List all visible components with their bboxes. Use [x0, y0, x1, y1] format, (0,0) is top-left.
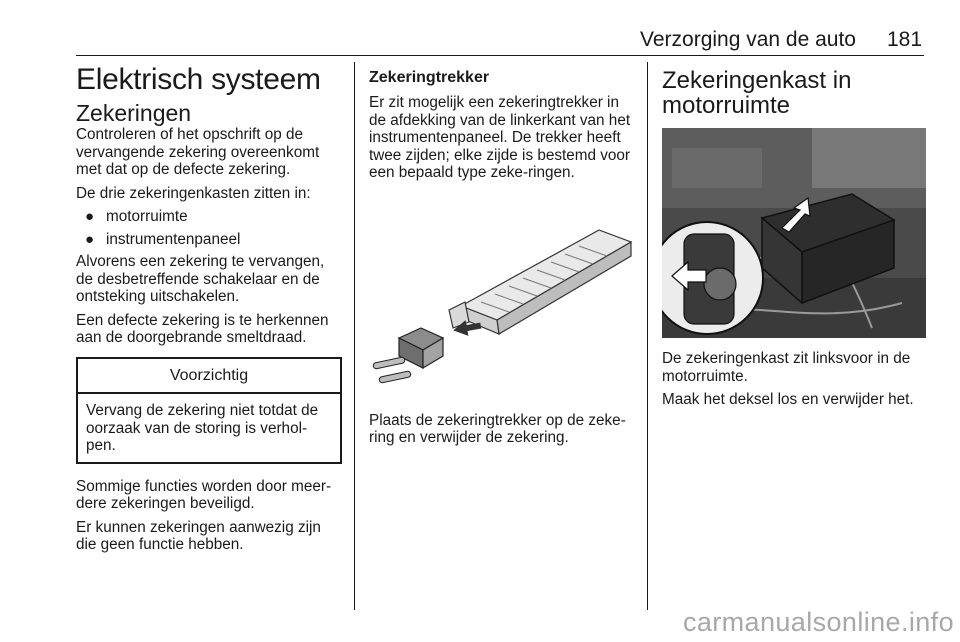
header-rule: [76, 55, 924, 56]
list-item-text: motorruimte: [106, 208, 188, 225]
paragraph: De drie zekeringenkasten zitten in:: [76, 184, 311, 202]
column-divider: [354, 62, 355, 610]
caution-title: Voorzichtig: [78, 359, 340, 395]
paragraph: Er kunnen zekeringen aanwezig zijn die geen functie hebben.: [76, 518, 321, 553]
paragraph: Controleren of het opschrift op de vervangende zekering overeenkomt met dat op de defecte zekering.: [76, 126, 320, 178]
page-number: 181: [887, 28, 923, 51]
bullet-icon: ●: [85, 230, 95, 248]
list-item: [76, 231, 342, 249]
paragraph: Er zit mogelijk een zekeringtrekker in de afdekking van de linkerkant van het instrumentenpaneel. De trekker heeft twee zijden; elke zijde is bestemd voor een bepaald type zeke-ringen.: [369, 94, 631, 181]
subsection-title: Zekeringenkast in motorruimte: [662, 67, 852, 119]
paragraph: Een defecte zekering is te herkennen aan de doorgebrande smeltdraad.: [76, 311, 329, 346]
subsection-title: Zekeringtrekker: [369, 69, 490, 86]
bullet-icon: ●: [85, 208, 95, 225]
paragraph: Maak het deksel los en verwijder het.: [662, 391, 914, 408]
section-title: Elektrisch systeem: [76, 63, 321, 96]
subsection-title: Zekeringen: [76, 100, 192, 126]
column-divider: [647, 62, 648, 610]
column-3: [662, 62, 926, 415]
caution-body: Vervang de zekering niet totdat de oorzaak van de storing is verhol-pen.: [86, 402, 319, 454]
running-header-title: Verzorging van de auto: [640, 28, 856, 51]
column-1: [76, 62, 342, 560]
paragraph: De zekeringenkast zit linksvoor in de motorruimte.: [662, 350, 911, 385]
paragraph: Alvorens een zekering te vervangen, de desbetreffende schakelaar en de ontsteking uitschakelen.: [76, 253, 325, 305]
caution-box: [76, 357, 342, 464]
fuse-box-photo: [662, 128, 926, 338]
paragraph: Sommige functies worden door meer-dere zekeringen beveiligd.: [76, 477, 332, 512]
bullet-list: [76, 208, 342, 248]
figure-caption: Plaats de zekeringtrekker op de zeke-ring en verwijder de zekering.: [369, 411, 626, 446]
list-item-text: instrumentenpaneel: [106, 230, 241, 248]
watermark: carmanualsonline.info: [682, 607, 954, 637]
column-2: [369, 62, 635, 453]
list-item: [76, 208, 342, 226]
fuse-puller-illustration: [369, 198, 635, 398]
